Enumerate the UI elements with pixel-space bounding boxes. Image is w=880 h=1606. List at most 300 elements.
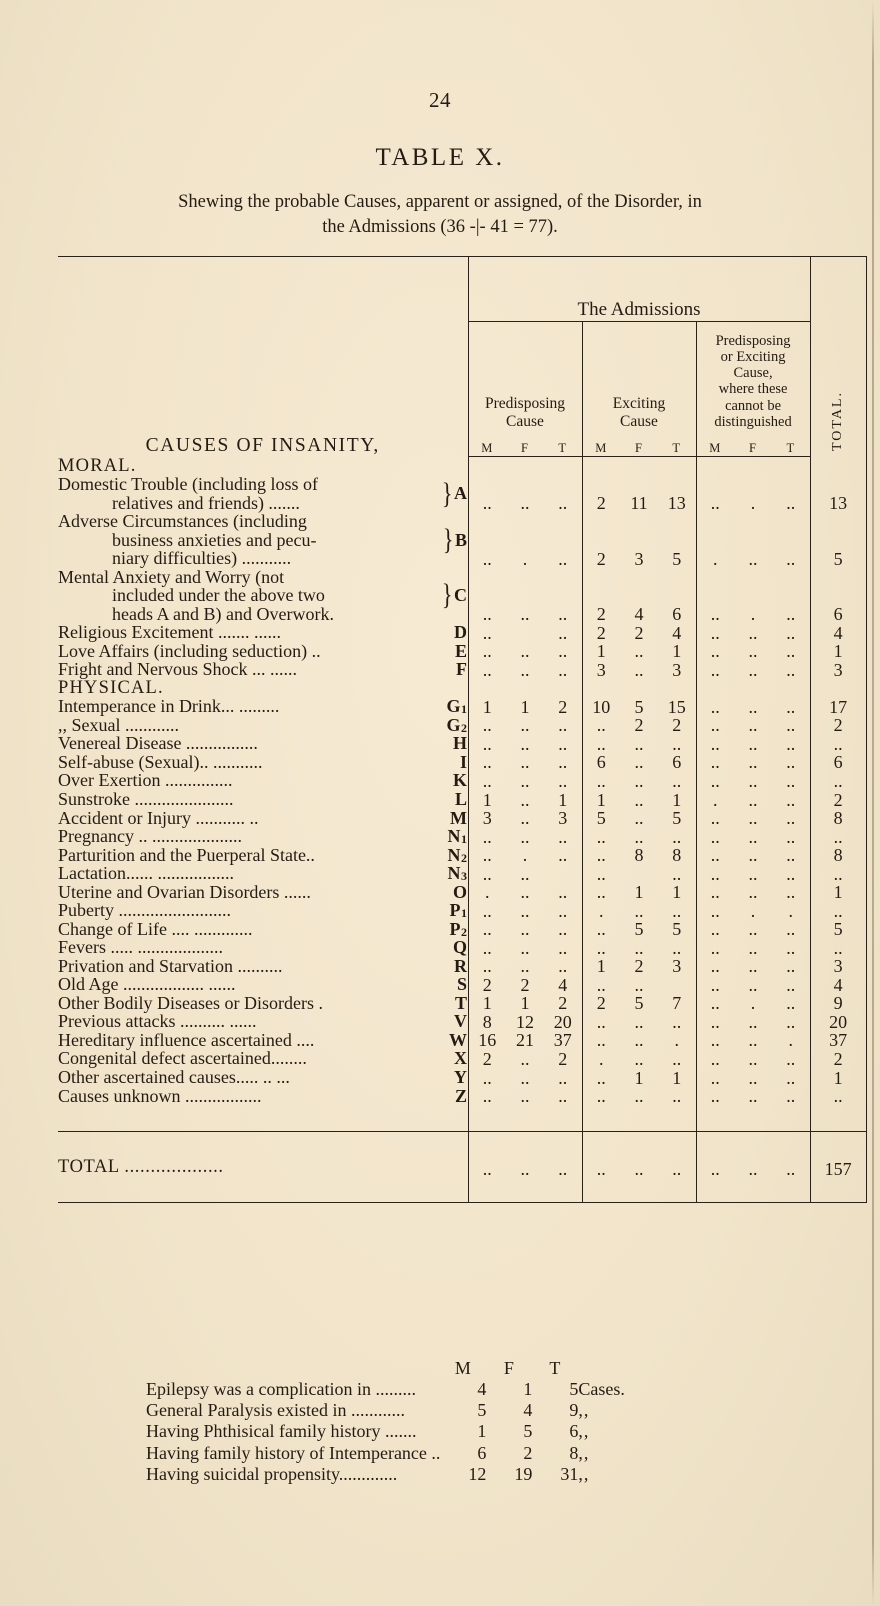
spacer-cell [658,457,696,476]
cause-code: K [452,770,468,791]
col-header-indistinguishable-t: T [772,430,810,457]
group-header-indistinguishable [696,322,810,431]
cell-indistinguishable-f: .. [748,548,758,569]
cell-exciting-m: 1 [582,957,620,976]
table-row [58,734,866,753]
cell-predisposing-m: 2 [468,1049,506,1068]
cell-indistinguishable-f: .. [748,1048,758,1069]
spacer-cell [696,1105,734,1132]
cell-predisposing-m: .. [468,771,506,790]
cell-predisposing-t: .. [558,937,568,958]
footnote-unit: ,, [578,1442,590,1463]
cause-label-line: Previous attacks .......... ...... [58,1011,257,1032]
cell-exciting-t: 1 [672,789,682,810]
table-row [58,753,866,772]
grand-total-label: TOTAL ................... [58,1132,468,1179]
group-header-predisposing [468,322,582,431]
cell-indistinguishable-m: .. [696,994,734,1013]
grand-total-exciting-t: .. [658,1132,696,1179]
grouping-brace: } [441,578,453,612]
cell-indistinguishable-f: .. [748,974,758,995]
cell-predisposing-f: 2 [520,974,530,995]
footnote-col-header-f: F [503,1358,515,1378]
cell-indistinguishable-t: .. [786,845,796,866]
total-column-header [810,322,866,457]
cell-indistinguishable-m: .. [696,1068,734,1087]
cell-predisposing-t: .. [558,900,568,921]
cell-exciting-f: .. [634,826,644,847]
spacer-cell [620,1178,658,1203]
table-row [58,1031,866,1050]
col-header-exciting-m: M [582,430,620,457]
group-exciting-line1: Exciting [612,395,666,413]
footnote-unit: Cases. [578,1379,625,1400]
cell-indistinguishable-m: .. [696,975,734,994]
cell-total: 5 [810,512,866,568]
cell-predisposing-t: 2 [558,696,568,717]
col-header-exciting-t: T [658,430,696,457]
cell-total: 3 [810,660,866,679]
group-both-line2: or Exciting [720,348,786,365]
cell-indistinguishable-t: .. [786,1067,796,1088]
cell-indistinguishable-t: .. [786,1048,796,1069]
table-row [58,938,866,957]
footnote-unit: ,, [578,1421,590,1442]
cell-predisposing-f: .. [520,808,530,829]
spacer-cell [696,679,734,698]
table-row [58,512,866,568]
table-row [58,475,866,512]
cause-label-line: Sunstroke ...................... [58,789,234,809]
grouping-brace: } [442,522,454,556]
cell-exciting-f [620,864,658,883]
table-row [58,716,866,735]
spacer-cell [506,1105,544,1132]
cell-predisposing-m: .. [468,938,506,957]
cell-indistinguishable-f: .. [748,622,758,643]
cause-label-cell [58,697,468,716]
cell-predisposing-t: .. [558,882,568,903]
page-gutter-line [872,0,874,1606]
grand-total-exciting-m: .. [582,1132,620,1179]
cause-label-line: Religious Excitement ....... ...... [58,622,281,643]
table-row [58,864,866,883]
footnote-value-t: 9 [569,1400,579,1421]
group-predisposing-line1: Predisposing [484,395,566,413]
footnote-unit: ,, [578,1463,590,1484]
footnote-value-m: 5 [477,1400,487,1421]
cell-exciting-m: . [582,901,620,920]
cause-label-cell [58,938,468,957]
grand-total-predisposing-m: .. [468,1132,506,1179]
cell-predisposing-m: .. [468,1087,506,1106]
spacer-cell [772,1105,810,1132]
footnote-unit: ,, [578,1400,590,1421]
cause-label-text [58,846,315,865]
cell-total: 13 [810,475,866,512]
cause-code: P1 [449,900,468,921]
cell-exciting-t: 3 [672,659,682,680]
footnote-value-t: 6 [569,1421,579,1442]
cell-exciting-t: 5 [672,548,682,569]
cell-predisposing-f: .. [520,900,530,921]
cause-code: W [449,1029,468,1050]
cell-total: 1 [810,642,866,661]
cell-exciting-t: 6 [672,604,682,625]
cell-exciting-t: .. [672,826,682,847]
cause-label-text [58,642,321,661]
cell-indistinguishable-m: .. [696,753,734,772]
cell-indistinguishable-f: .. [748,919,758,940]
cause-label-text [58,475,318,512]
cell-indistinguishable-f: .. [748,808,758,829]
table-title: TABLE X. [375,144,505,171]
cell-predisposing-f: . [522,548,528,569]
cell-indistinguishable-f: . [750,604,756,625]
group-header-exciting [582,322,696,431]
cause-label-text [58,771,232,790]
footnote-row [146,1443,625,1464]
cell-predisposing-t: .. [558,659,568,680]
cause-label-cell [58,809,468,828]
cell-indistinguishable-m: .. [696,568,734,624]
subtitle-line-2: the Admissions (36 -|- 41 = 77). [322,216,558,237]
table-head [58,257,866,457]
cell-exciting-f: 4 [634,604,644,625]
cause-label-text [58,1068,290,1087]
cell-exciting-t: 2 [672,715,682,736]
cell-exciting-t: 1 [672,1067,682,1088]
footnote-value-f: 1 [523,1379,533,1400]
spacer-cell [696,457,734,476]
cell-indistinguishable-t: .. [786,771,796,791]
cell-predisposing-t: 4 [558,974,568,995]
cause-label-cell [58,1068,468,1087]
cell-indistinguishable-f: .. [748,696,758,717]
cell-exciting-m: 1 [582,642,620,661]
cause-code: Y [454,1066,468,1087]
cell-predisposing-m: .. [468,957,506,976]
cell-predisposing-m: .. [468,716,506,735]
cause-label-line: Pregnancy .. .................... [58,826,242,847]
cell-indistinguishable-f: . [750,900,756,921]
cell-predisposing-t: .. [558,956,568,977]
cell-total: 37 [810,1031,866,1050]
cell-indistinguishable-f: .. [748,752,758,773]
cell-indistinguishable-m: .. [696,864,734,883]
footnote-header-row [146,1358,625,1379]
cause-label-cell [58,790,468,809]
cause-label-cell [58,623,468,642]
grouping-brace: } [441,476,453,510]
cell-exciting-t: .. [672,1048,682,1069]
cell-predisposing-m: .. [468,623,506,642]
table-subtitle [60,190,820,240]
footnote-row [146,1400,625,1421]
cell-indistinguishable-t: .. [786,937,796,958]
cause-label-cell [58,1031,468,1050]
footnote-value-m: 1 [477,1421,487,1442]
cause-label-cell [58,827,468,846]
cell-predisposing-f: .. [520,863,530,884]
cell-predisposing-m: .. [468,753,506,772]
cell-total: 4 [810,975,866,994]
cell-predisposing-m: 1 [468,697,506,716]
cell-predisposing-m: .. [468,920,506,939]
cell-indistinguishable-f: .. [748,715,758,736]
cell-total: .. [810,901,866,920]
cell-indistinguishable-m: .. [696,1049,734,1068]
spacer-cell [468,679,506,698]
cell-indistinguishable-m: . [696,512,734,568]
cell-exciting-m: .. [582,846,620,865]
cell-predisposing-t: 3 [558,808,568,829]
cell-predisposing-m: 1 [468,790,506,809]
cell-indistinguishable-f: .. [748,863,758,884]
cell-exciting-m: .. [582,920,620,939]
cause-label-text [58,827,242,846]
spacer-cell [506,1178,544,1203]
spacer-cell [734,1105,772,1132]
cause-label-text [58,753,262,772]
cell-exciting-t: 1 [672,641,682,662]
cell-predisposing-m: 3 [468,809,506,828]
cell-exciting-m: .. [582,1087,620,1106]
page-number: 24 [429,88,451,112]
spacer-cell [658,679,696,698]
footnote-label: General Paralysis existed in ............ [146,1400,405,1421]
cause-label-cell [58,1087,468,1106]
table-row [58,642,866,661]
group-both-line1: Predisposing [715,332,791,349]
cell-exciting-f: .. [634,1086,644,1107]
cell-exciting-m: .. [582,771,620,790]
cell-total: .. [810,1087,866,1106]
cell-predisposing-f [506,623,544,642]
cell-indistinguishable-f: .. [748,789,758,810]
cell-exciting-m: 2 [582,512,620,568]
cause-label-line: Change of Life .... ............. [58,918,253,939]
table-row [58,697,866,716]
cell-predisposing-t: .. [558,826,568,847]
cell-predisposing-f: 1 [520,993,530,1014]
cause-label-cell [58,642,468,661]
empty-corner [58,257,468,322]
cell-indistinguishable-f: .. [748,733,758,754]
cell-exciting-t: 8 [672,845,682,866]
cell-exciting-f: 2 [634,715,644,736]
cause-code: N3 [447,863,468,884]
cell-indistinguishable-t: .. [786,826,796,847]
cell-indistinguishable-t: .. [786,993,796,1014]
cause-label-cell [58,1049,468,1068]
cell-exciting-t: .. [672,937,682,958]
cell-indistinguishable-f: .. [748,1067,758,1088]
cause-label-cell [58,883,468,902]
cell-indistinguishable-t: .. [786,808,796,829]
spacer-cell [544,679,582,698]
table-row [58,957,866,976]
spacer-cell [582,1105,620,1132]
cell-indistinguishable-t: .. [786,548,796,569]
cell-indistinguishable-m: .. [696,1087,734,1106]
cell-exciting-f: 11 [630,493,648,514]
cause-label-line: Fright and Nervous Shock ... ...... [58,659,297,680]
cause-code: E [454,640,468,661]
spacer-cell [620,679,658,698]
cell-exciting-m: .. [582,883,620,902]
cell-indistinguishable-f: . [750,493,756,514]
cause-label-line: Mental Anxiety and Worry (not [58,566,285,587]
cell-exciting-f: .. [634,900,644,921]
cell-exciting-t: . [674,1030,679,1051]
cause-label-text [58,994,323,1013]
cause-label-text [58,901,231,920]
cause-label-line: Hereditary influence ascertained .... [58,1029,315,1050]
cell-indistinguishable-t: .. [786,622,796,643]
cell-exciting-f: .. [634,733,644,754]
cause-code: Q [452,937,468,958]
cell-total: 1 [810,883,866,902]
spacer-cell [544,457,582,476]
grand-total-indistinguishable-t: .. [772,1132,810,1179]
spacer-cell [506,457,544,476]
spacer-cell [772,679,810,698]
cause-code: D [454,622,468,643]
cell-exciting-f: 2 [634,956,644,977]
cell-indistinguishable-m: .. [696,920,734,939]
cell-exciting-f: 5 [634,696,644,717]
spacer-cell [734,1178,772,1203]
cell-predisposing-t: .. [558,1067,568,1088]
cause-label-text [58,716,179,735]
cell-indistinguishable-f: .. [748,641,758,662]
grand-total-exciting-f: .. [620,1132,658,1179]
footnote-label: Epilepsy was a complication in ......... [146,1379,416,1400]
cell-predisposing-t: .. [558,1086,568,1107]
cell-exciting-f: 8 [634,845,644,866]
table-row [58,568,866,624]
cell-exciting-t [658,975,696,994]
cell-predisposing-t: .. [558,771,568,791]
table-row [58,994,866,1013]
cell-total: .. [810,938,866,957]
cause-label-line: Over Exertion ............... [58,770,233,791]
cell-indistinguishable-t: .. [786,604,796,625]
cell-predisposing-f: .. [520,1048,530,1069]
footnote-block [146,1358,746,1485]
cell-total: 6 [810,753,866,772]
cell-exciting-t: .. [672,1011,682,1032]
cell-indistinguishable-m: .. [696,809,734,828]
cell-predisposing-f: 12 [516,1011,534,1032]
cause-code: N1 [447,826,468,847]
cell-predisposing-f: .. [520,956,530,977]
footnote-row [146,1421,625,1442]
cell-total: 8 [810,846,866,865]
cause-label-text [58,1012,256,1031]
cause-code: Z [454,1085,468,1106]
cell-indistinguishable-m: .. [696,846,734,865]
group-both-line4: where these [718,381,788,398]
cause-label-text [58,568,334,624]
cell-indistinguishable-m: .. [696,827,734,846]
cell-indistinguishable-f: .. [748,882,758,903]
cell-predisposing-t: .. [558,493,568,514]
table-row [58,771,866,790]
cause-label-line: Domestic Trouble (including loss of [58,474,318,494]
cause-label-line: Intemperance in Drink... ......... [58,696,280,717]
col-header-predisposing-t: T [544,430,582,457]
footnote-table [146,1358,625,1485]
table-row [58,660,866,679]
cell-predisposing-f: . [522,845,528,866]
footnote-value-t: 31 [560,1463,579,1484]
footnote-value-t: 8 [569,1442,579,1463]
cell-predisposing-m: .. [468,660,506,679]
spacer-cell [582,1178,620,1203]
cause-label-line: Adverse Circumstances (including [58,511,307,532]
cause-label-text [58,1031,314,1050]
cause-code: P2 [449,918,468,939]
cell-indistinguishable-f: .. [748,845,758,866]
cause-label-cell [58,568,468,624]
table-body [58,457,866,1203]
spacer-cell [582,457,620,476]
cell-predisposing-m: .. [468,568,506,624]
cell-indistinguishable-t: .. [786,789,796,810]
cause-code: L [454,789,468,809]
cause-label-text [58,975,236,994]
cell-exciting-f: .. [634,1011,644,1032]
cell-predisposing-m: . [468,883,506,902]
cause-code: R [454,955,468,976]
cell-indistinguishable-f: .. [748,1011,758,1032]
cause-label-cell [58,771,468,790]
grand-total-predisposing-t: .. [544,1132,582,1179]
grand-total-indistinguishable-f: .. [734,1132,772,1179]
cell-indistinguishable-t: . [788,1030,794,1051]
cause-label-cell [58,846,468,865]
cause-label-text [58,1087,262,1106]
cell-exciting-t: .. [672,863,682,884]
cause-label-line: Other Bodily Diseases or Disorders . [58,992,323,1013]
cell-predisposing-f: .. [520,659,530,680]
cell-indistinguishable-f: .. [748,1030,758,1051]
cause-label-cell [58,512,468,568]
causes-of-insanity-header: CAUSES OF INSANITY, [145,434,380,456]
cell-exciting-t: 4 [672,622,682,643]
spacer-cell [734,679,772,698]
cell-exciting-f: 5 [634,919,644,940]
cell-predisposing-m: 2 [468,975,506,994]
table-row [58,809,866,828]
cell-predisposing-f: .. [520,641,530,662]
cell-exciting-t: .. [672,1086,682,1107]
cell-indistinguishable-t: .. [786,863,796,884]
spacer-cell [468,457,506,476]
table-row [58,623,866,642]
grand-total-indistinguishable-m: .. [696,1132,734,1179]
cell-indistinguishable-m: .. [696,475,734,512]
col-header-exciting-f: F [620,430,658,457]
spacer-cell [658,1178,696,1203]
cell-predisposing-t: .. [558,919,568,940]
cell-predisposing-m: .. [468,901,506,920]
cell-exciting-t: 13 [667,493,686,514]
cell-predisposing-t: .. [558,733,568,754]
cause-code: A [454,483,468,504]
